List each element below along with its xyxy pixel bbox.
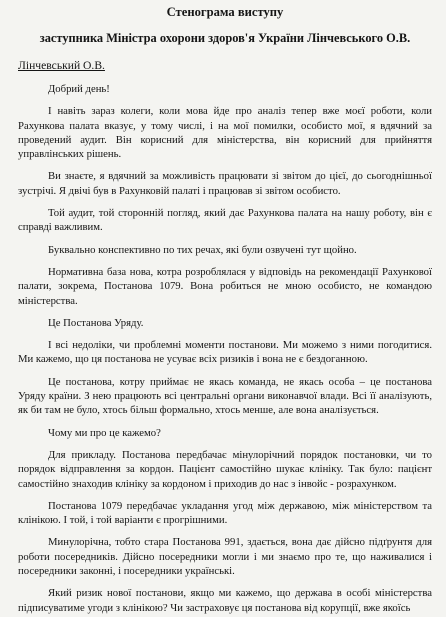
paragraph: Добрий день! xyxy=(48,83,110,95)
paragraph: Який ризик нової постанови, якщо ми кажемо, що держава в особі міністерства підписуватиме угоди з клінікою? Чи застраховує ця постанова від корупції, вже якоїсь xyxy=(18,587,432,614)
paragraph: Буквально конспективно по тих речах, які були озвучені тут щойно. xyxy=(48,243,357,256)
paragraph: І навіть зараз колеги, коли мова йде про аналіз тепер вже моєї роботи, коли Рахункова палата вказує, у тому числі, і на мої помилки, особисто мої, я вдячний за проведений аудит. Він корисний для міністерства, він корисний для прийняття управлінських рішень. xyxy=(18,105,432,161)
page-subtitle: заступника Міністра охорони здоров'я України Лінчевського О.В. xyxy=(39,31,411,45)
paragraph: Минулорічна, тобто стара Постанова 991, здається, вона дає дійсно підґрунтя для роботи посередників. Дійсно посередники могли і ми знаємо про те, що наживалися і посередники законні, і посередники українські. xyxy=(18,536,432,578)
paragraph: Чому ми про це кажемо? xyxy=(48,426,161,439)
paragraph: Це Постанова Уряду. xyxy=(48,316,144,329)
paragraph: Постанова 1079 передбачає укладання угод між державою, між міністерством та клінікою. І той, і той варіанти є прогрішними. xyxy=(18,499,432,527)
paragraph: Той аудит, той сторонній погляд, який дає Рахункова палата на нашу роботу, він є справді важливим. xyxy=(18,207,432,234)
paragraph: Для прикладу. Постанова передбачає мінулорічний порядок постановки, чи то порядок відправлення за кордон. Пацієнт самостійно шукає клініку. Так було: пацієнт самостійно знаходив клініку за кордоном і приходив до нас з інвойс - розрахунком. xyxy=(18,448,432,490)
paragraph: Це постанова, котру приймає не якась команда, не якась особа – це постанова Уряду країни. З нею працюють всі центральні органи виконавчої влади. Всі її аналізують, як би там не було, хтось більш формально, хтось менше, але вона аналізується. xyxy=(18,375,432,417)
page-title: Стенограма виступу xyxy=(166,5,284,19)
paragraph: Нормативна база нова, котра розроблялася у відповідь на рекомендації Рахункової палати, зокрема, Постанова 1079. Вона робиться не мною особисто, не командою міністерства. xyxy=(18,265,432,307)
paragraph: Ви знаєте, я вдячний за можливість працювати зі звітом до цієї, до сьогоднішньої зустрічі. Я двічі був в Рахунковій палаті і працював зі звітом особисто. xyxy=(18,170,432,197)
transcript-body xyxy=(18,82,432,615)
paragraph: І всі недоліки, чи проблемні моменти постанови. Ми можемо з ними погодитися. Ми кажемо, що ця постанова не усуває всіх ризиків і вона не є бездоганною. xyxy=(18,339,432,366)
speaker-name: Лінчевський О.В. xyxy=(18,59,105,72)
